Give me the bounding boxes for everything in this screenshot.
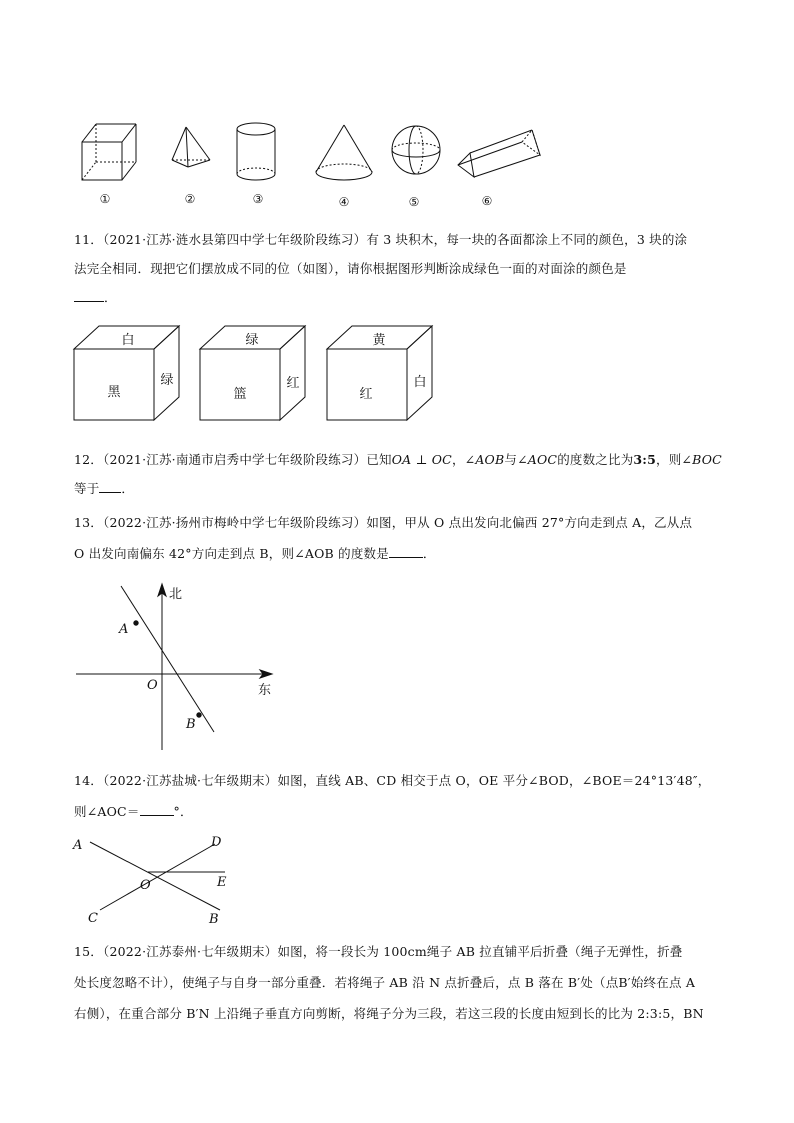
tetrahedron-solid bbox=[172, 127, 210, 167]
answer-blank[interactable] bbox=[74, 287, 104, 302]
cube-face-side: 红 bbox=[286, 376, 300, 391]
cubes-figure bbox=[72, 323, 437, 423]
cube-face-top: 绿 bbox=[245, 333, 259, 348]
solid-label: ⑥ bbox=[481, 194, 493, 208]
answer-blank[interactable] bbox=[99, 478, 121, 493]
solid-label: ① bbox=[99, 192, 111, 206]
point-o-label: O bbox=[147, 678, 158, 693]
cylinder-solid bbox=[237, 123, 275, 180]
point-o-label: O bbox=[140, 878, 151, 893]
north-label: 北 bbox=[169, 587, 183, 602]
question-source: （2022·江苏泰州·七年级期末） bbox=[103, 944, 278, 959]
cube-face-top: 黄 bbox=[372, 333, 386, 348]
question-source: （2021·江苏·南通市启秀中学七年级阶段练习） bbox=[103, 452, 367, 467]
intersecting-lines-figure bbox=[70, 832, 240, 927]
answer-blank[interactable] bbox=[389, 543, 423, 558]
solid-label: ⑤ bbox=[408, 195, 420, 209]
cube-face-front: 篮 bbox=[233, 387, 247, 402]
point-e-label: E bbox=[217, 875, 227, 890]
triangular-prism-solid bbox=[458, 130, 540, 177]
cube-face-side: 绿 bbox=[160, 373, 174, 388]
point-d-label: D bbox=[211, 835, 222, 850]
direction-figure bbox=[74, 580, 284, 755]
cube-solid bbox=[82, 124, 136, 180]
point-a-label: A bbox=[119, 622, 129, 637]
point-a-label: A bbox=[73, 838, 83, 853]
east-label: 东 bbox=[258, 683, 272, 698]
solid-label: ④ bbox=[338, 195, 350, 209]
question-source: （2022·江苏盐城·七年级期末） bbox=[103, 773, 278, 788]
cube-face-side: 白 bbox=[413, 375, 427, 390]
question-11: 11．（2021·江苏·涟水县第四中学七年级阶段练习）有 3 块积木，每一块的各面都涂上不同的颜色，3 块的涂 bbox=[74, 232, 688, 247]
cube-face-front: 黑 bbox=[107, 385, 121, 400]
cube-face-front: 红 bbox=[359, 387, 373, 402]
solid-label: ② bbox=[184, 192, 196, 206]
question-15: 15．（2022·江苏泰州·七年级期末）如图，将一段长为 100cm绳子 AB 拉直铺平后折叠（绳子无弹性，折叠 bbox=[74, 944, 683, 959]
cube-face-top: 白 bbox=[121, 333, 135, 348]
answer-blank[interactable] bbox=[140, 801, 174, 816]
cone-solid bbox=[316, 125, 372, 180]
solid-label: ③ bbox=[252, 192, 264, 206]
question-12: 12．（2021·江苏·南通市启秀中学七年级阶段练习）已知OA ⊥ OC，∠AOB与∠AOC的度数之比为3:5，则∠BOC bbox=[74, 452, 722, 467]
point-b-label: B bbox=[186, 717, 196, 732]
question-source: （2022·江苏·扬州市梅岭中学七年级阶段练习） bbox=[103, 515, 367, 530]
point-c-label: C bbox=[88, 911, 98, 926]
solids-figure bbox=[70, 115, 560, 215]
sphere-solid bbox=[392, 126, 440, 174]
question-source: （2021·江苏·涟水县第四中学七年级阶段练习） bbox=[103, 232, 367, 247]
question-14: 14．（2022·江苏盐城·七年级期末）如图，直线 AB、CD 相交于点 O，OE 平分∠BOD，∠BOE＝24°13′48″， bbox=[74, 773, 711, 788]
question-13: 13．（2022·江苏·扬州市梅岭中学七年级阶段练习）如图，甲从 O 点出发向北偏西 27°方向走到点 A，乙从点 bbox=[74, 515, 693, 530]
point-b-label: B bbox=[209, 912, 219, 927]
